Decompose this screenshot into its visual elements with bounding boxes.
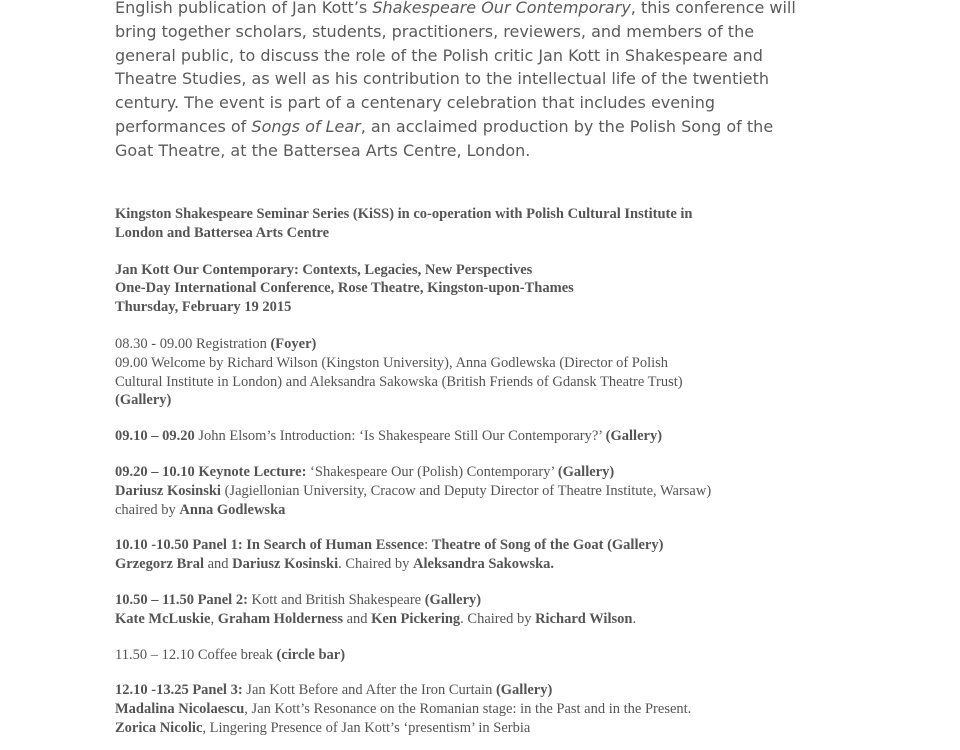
break-text: 11.50 – 12.10 Coffee break — [115, 646, 277, 663]
welcome-location — [115, 391, 875, 410]
intro-paragraph — [115, 0, 875, 163]
speaker: Kate McLuskie — [115, 610, 211, 627]
paper-title: , Jan Kott’s Resonance on the Romanian stage: in the Past and in the Present. — [244, 701, 692, 718]
speaker: Graham Holderness — [217, 610, 343, 627]
chair-label: chaired by — [115, 501, 180, 518]
separator: , — [210, 610, 218, 627]
location: (Gallery) — [605, 428, 663, 445]
location: (circle bar) — [276, 646, 346, 663]
title-text: Jan Kott Our Contemporary: Contexts, Legacies, New Perspectives — [115, 261, 533, 278]
conjunction: and — [203, 556, 233, 573]
date-text: Thursday, February 19 2015 — [115, 299, 292, 316]
chair: Richard Wilson — [535, 610, 633, 627]
intro-line: century. The event is part of a centenary celebration that includes evening — [115, 93, 715, 113]
session-title: John Elsom’s Introduction: ‘Is Shakespeare Still Our Contemporary?’ — [194, 428, 606, 445]
chair-label: . Chaired by — [460, 610, 536, 627]
panel-2-heading — [115, 591, 875, 610]
panel-1-heading — [115, 536, 875, 555]
series-heading — [115, 205, 875, 224]
conference-subtitle — [115, 279, 875, 298]
intro-text: English publication of Jan Kott’s — [115, 0, 373, 17]
panel-subtitle: Jan Kott Before and After the Iron Curtain — [242, 682, 496, 699]
panel-1-speakers — [115, 555, 875, 574]
conference-title — [115, 261, 875, 280]
keynote-item — [115, 463, 875, 482]
panel-3-paper — [115, 700, 875, 719]
series-line: Kingston Shakespeare Seminar Series (KiSS) in co-operation with Polish Cultural Institute in — [115, 206, 693, 222]
location: (Gallery) — [495, 682, 553, 699]
intro-line: Goat Theatre, at the Battersea Arts Centre, London. — [115, 140, 531, 160]
separator: : — [424, 537, 432, 554]
conference-programme — [115, 205, 875, 738]
punctuation: . — [632, 610, 637, 627]
session-title: ‘Shakespeare Our (Polish) Contemporary’ — [306, 463, 558, 480]
speaker: Dariusz Kosinski — [115, 482, 221, 499]
panel-title: 10.50 – 11.50 Panel 2: — [115, 591, 248, 608]
chair: Anna Godlewska — [179, 501, 286, 518]
panel-title: 10.10 -10.50 Panel 1: In Search of Human Essence — [115, 537, 425, 554]
intro-text: , an acclaimed production by the Polish Song of the — [360, 116, 774, 136]
speaker: Zorica Nicolic — [115, 719, 203, 736]
keynote-speaker-line — [115, 482, 875, 501]
speaker: Ken Pickering — [371, 610, 461, 627]
introduction-item — [115, 427, 875, 446]
speaker: Grzegorz Bral — [115, 556, 204, 573]
chair: Aleksandra Sakowska. — [413, 556, 555, 573]
production-title: Songs of Lear — [251, 116, 361, 136]
keynote-chair-line — [115, 501, 875, 520]
location: (Gallery) — [115, 392, 172, 409]
speaker: Dariusz Kosinski — [232, 556, 339, 573]
registration-text: 08.30 - 09.00 Registration — [115, 335, 271, 352]
intro-line: bring together scholars, students, practitioners, reviewers, and members of the — [115, 21, 755, 41]
coffee-break-item — [115, 646, 875, 665]
speaker: Madalina Nicolaescu — [115, 701, 245, 718]
conjunction: and — [342, 610, 372, 627]
panel-2-speakers — [115, 610, 875, 629]
location: (Foyer) — [270, 335, 317, 352]
affiliation: (Jagiellonian University, Cracow and Deputy Director of Theatre Institute, Warsaw) — [220, 482, 712, 499]
panel-3-heading — [115, 681, 875, 700]
welcome-item: Cultural Institute in London) and Aleksandra Sakowska (British Friends of Gdansk Theatre Trust) — [115, 373, 683, 390]
panel-3-paper — [115, 719, 875, 738]
intro-line: general public, to discuss the role of the Polish critic Jan Kott in Shakespeare and — [115, 45, 763, 65]
book-title: Shakespeare Our Contemporary — [372, 0, 631, 17]
panel-title: 12.10 -13.25 Panel 3: — [115, 682, 243, 699]
conference-date — [115, 298, 875, 317]
intro-text: performances of — [115, 116, 252, 136]
intro-line: Theatre Studies, as well as his contribution to the intellectual life of the twentieth — [115, 69, 770, 89]
panel-subtitle: Kott and British Shakespeare — [247, 591, 425, 608]
intro-line — [115, 115, 875, 139]
registration-item — [115, 335, 875, 354]
location: (Gallery) — [424, 591, 482, 608]
series-heading — [115, 224, 875, 243]
series-line: London and Battersea Arts Centre — [115, 224, 330, 241]
welcome-item: 09.00 Welcome by Richard Wilson (Kingston University), Anna Godlewska (Director of Polish — [115, 354, 669, 371]
intro-line — [115, 0, 875, 20]
location: (Gallery) — [557, 463, 615, 480]
intro-text: , this conference will — [630, 0, 796, 17]
time: 09.10 – 09.20 — [115, 428, 195, 445]
chair-label: . Chaired by — [338, 556, 414, 573]
paper-title: , Lingering Presence of Jan Kott’s ‘presentism’ in Serbia — [202, 719, 531, 736]
subtitle-text: One-Day International Conference, Rose Theatre, Kingston-upon-Thames — [115, 280, 574, 297]
time: 09.20 – 10.10 Keynote Lecture: — [115, 463, 307, 480]
panel-subtitle: Theatre of Song of the Goat (Gallery) — [431, 537, 664, 554]
